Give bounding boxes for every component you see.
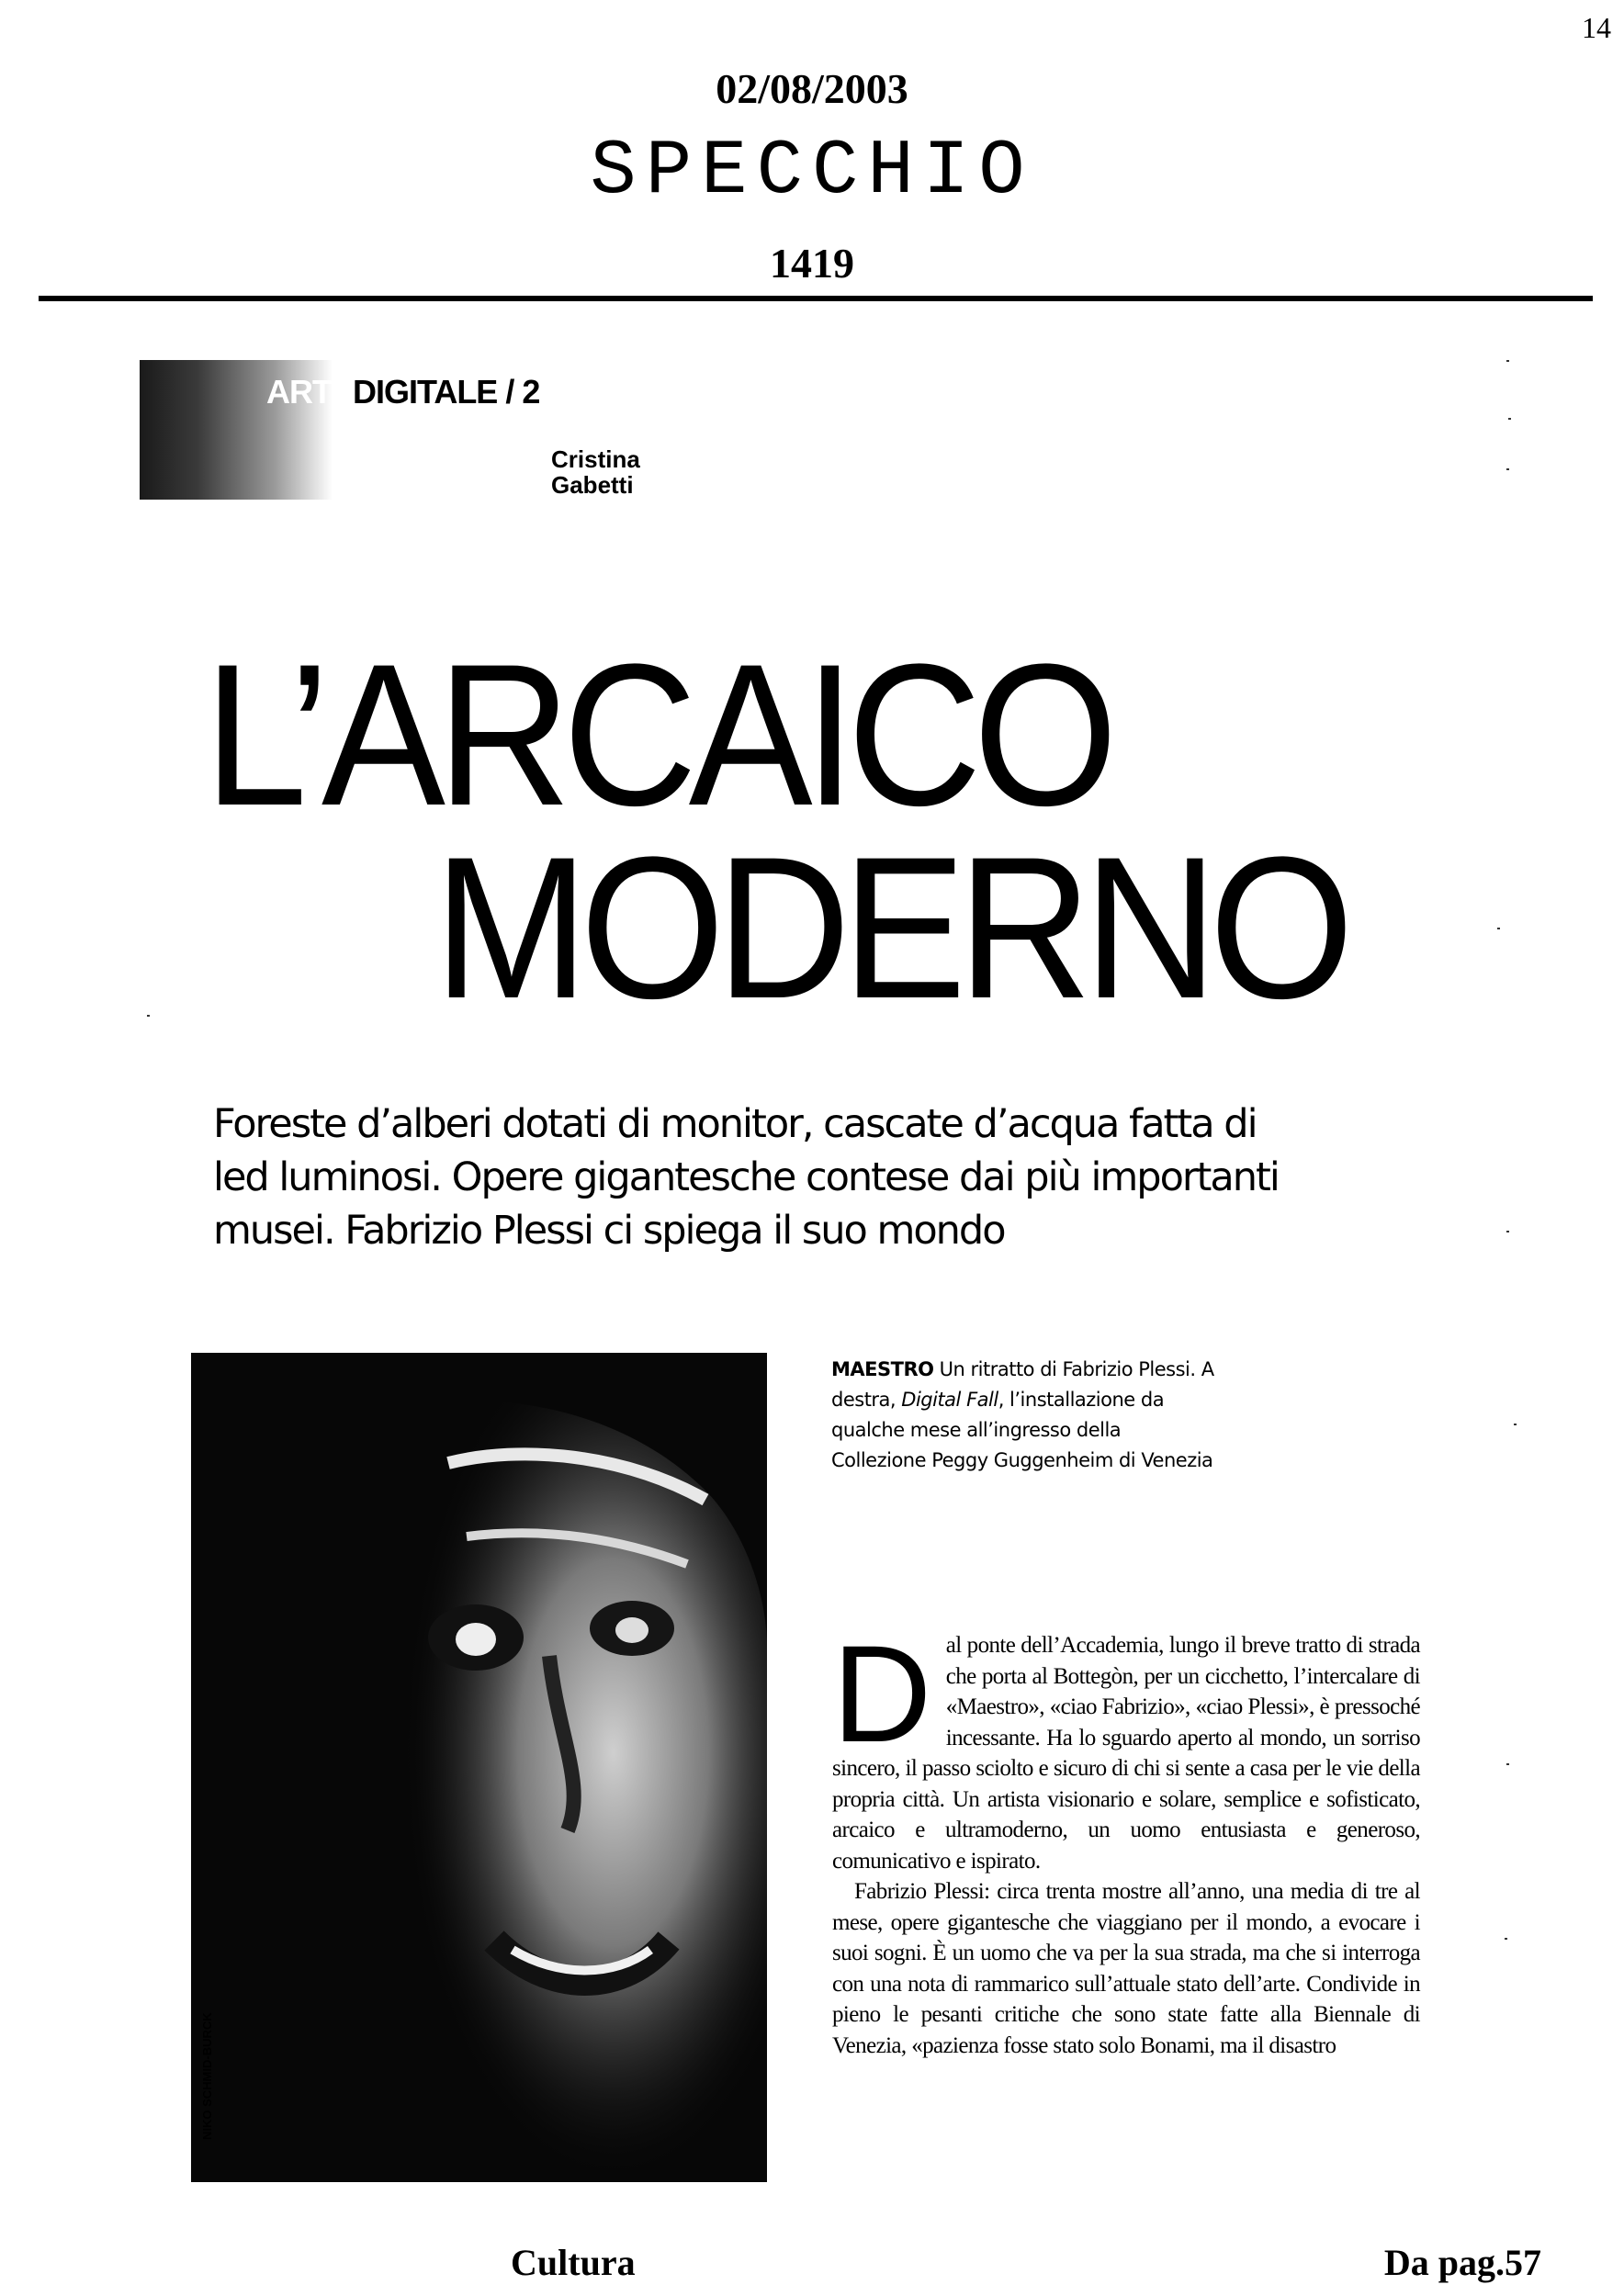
section-tag-label: DIGITALE / 2 [353, 373, 540, 411]
section-tag [266, 373, 539, 411]
author-byline [551, 446, 735, 498]
portrait-photo [191, 1353, 767, 2182]
publication-name: SPECCHIO [590, 129, 1034, 216]
drop-cap: D [832, 1616, 931, 1771]
headline-line-2: MODERNO [434, 815, 1346, 1041]
scan-speck [1505, 1938, 1507, 1940]
headline-line-1: L’ARCAICO [204, 622, 1110, 848]
author-last-name: Gabetti [551, 471, 634, 499]
footer-section: Cultura [511, 2242, 636, 2283]
scan-speck [1506, 360, 1509, 362]
scan-speck [1506, 1231, 1509, 1232]
headline [204, 622, 1346, 1041]
scan-speck [1506, 1763, 1509, 1765]
photo-credit: NIKO SCHMID-BURCK [200, 2012, 214, 2140]
caption-kicker: MAESTRO [831, 1358, 934, 1380]
article-deck: Foreste d’alberi dotati di monitor, cascate d’acqua fatta di led luminosi. Opere gigantesche contese dai più importanti musei. Fabrizio Plessi ci spiega il suo mondo [213, 1101, 1279, 1254]
article-body [832, 1616, 1420, 2061]
scan-speck [1497, 928, 1500, 929]
clipping-date: 02/08/2003 [716, 65, 908, 112]
caption-text-after: , l’installazione da qualche mese all’ingresso della Collezione Peggy Guggenheim di Venezia [831, 1389, 1213, 1471]
scan-speck [1506, 468, 1509, 470]
footer-page-ref: Da pag.57 [1383, 2242, 1541, 2283]
section-tag-dark: ARTE [266, 373, 353, 411]
page-number: 14 [1582, 11, 1611, 44]
body-paragraph-1: al ponte dell’Accademia, lungo il breve tratto di strada che porta al Bottegòn, per un cicchetto, l’intercalare di «Maestro», «ciao Fabrizio», «ciao Plessi», è pressoché incessante. Ha lo sguardo aperto al mondo, un sorriso sincero, il passo sciolto e sicuro di chi si sente a casa per le vie della propria città. Un artista visionario e solare, semplice e sofisticato, arcaico e ultramoderno, un uomo entusiasta e generoso, comunicativo e ispirato. [832, 1633, 1420, 1874]
scan-speck [1514, 1424, 1517, 1425]
scan-speck [1508, 418, 1511, 420]
scan-speck [147, 1015, 150, 1017]
caption-artwork-title: Digital Fall [901, 1389, 998, 1411]
photo-caption [831, 1355, 1217, 1476]
portrait-photo-drawing [191, 1353, 767, 2182]
caption-text-before: Un ritratto di Fabrizio Plessi. A destra, [831, 1358, 1214, 1411]
header-rule [39, 296, 1593, 301]
author-first-name: Cristina [551, 445, 640, 473]
issue-number: 1419 [770, 240, 854, 287]
body-paragraph-2: Fabrizio Plessi: circa trenta mostre all’anno, una media di tre al mese, opere gigantesche che viaggiano per il mondo, a evocare i suoi sogni. È un uomo che va per la sua strada, ma che si interroga con una nota di rammarico sull’attuale stato dell’arte. Condivide in pieno le pesanti critiche che sono state fatte alla Biennale di Venezia, «pazienza fosse stato solo Bonami, ma il disastro [832, 1879, 1420, 2058]
